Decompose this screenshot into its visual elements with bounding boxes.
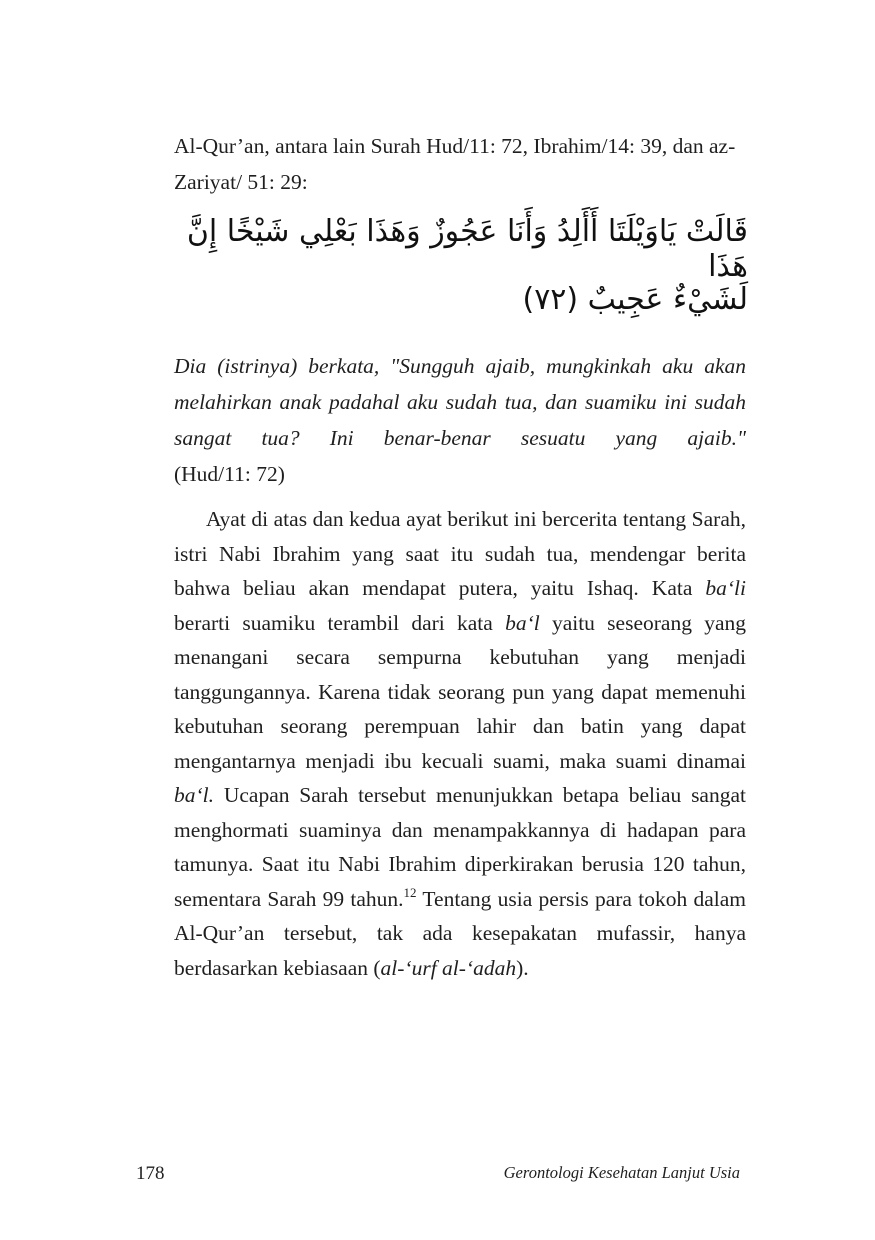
term-bali: ba‘li xyxy=(705,576,746,600)
body-text-part-6: ). xyxy=(516,955,529,980)
intro-paragraph xyxy=(174,128,746,200)
term-bal-2: ba‘l. xyxy=(174,783,215,807)
body-text-part-3: yaitu seseorang yang menangani secara sempurna kebutuhan yang menjadi tanggungannya. Karena tidak seorang pun yang dapat memenuhi kebutuhan seorang perempuan lahir dan batin yang dapat mengantarnya menjadi ibu kecuali suami, maka suami dinamai xyxy=(174,610,746,773)
body-text-part-4: Ucapan Sarah tersebut menunjukkan betapa beliau sangat menghormati suaminya dan menampakkannya di hadapan para tamunya. Saat itu Nabi Ibrahim diperkirakan berusia 120 tahun, sementara Sarah 99 tahun. xyxy=(174,783,746,911)
translation-reference: (Hud/11: 72) xyxy=(174,462,285,486)
footnote-reference[interactable]: 12 xyxy=(403,884,417,900)
intro-text: Al-Qur’an, antara lain Surah Hud/11: 72, Ibrahim/14: 39, dan az-Zariyat/ 51: 29: xyxy=(174,134,736,194)
arabic-verse-line-2: لَشَيْءٌ عَجِيبٌ (٧٢) xyxy=(522,282,748,317)
running-title: Gerontologi Kesehatan Lanjut Usia xyxy=(503,1163,740,1182)
body-text-part-1: Ayat di atas dan kedua ayat berikut ini bercerita tentang Sarah, istri Nabi Ibrahim yang saat itu sudah tua, mendengar berita bahwa beliau akan mendapat putera, yaitu Ishaq. Kata xyxy=(174,507,746,600)
arabic-verse-line-1: قَالَتْ يَاوَيْلَتَا أَأَلِدُ وَأَنَا عَجُوزٌ وَهَذَا بَعْلِي شَيْخًا إِنَّ هَذَا xyxy=(186,214,748,284)
term-bal: ba‘l xyxy=(505,610,540,635)
body-paragraph xyxy=(174,502,746,985)
term-al-urf-al-adah: al-‘urf al-‘adah xyxy=(380,955,517,980)
translation-text: Dia (istrinya) berkata, "Sungguh ajaib, mungkinkah aku akan melahirkan anak padahal aku sudah tua, dan suamiku ini sudah sangat tua? Ini benar-benar sesuatu yang ajaib." xyxy=(174,354,746,450)
body-text-part-2: berarti suamiku terambil dari kata xyxy=(174,610,506,635)
body-text xyxy=(174,502,746,985)
verse-translation xyxy=(174,348,746,492)
page-number: 178 xyxy=(136,1163,165,1184)
body-text-part-5: Tentang usia persis para tokoh dalam Al-Qur’an tersebut, tak ada kesepakatan mufassir, hanya berdasarkan kebiasaan ( xyxy=(174,886,746,980)
